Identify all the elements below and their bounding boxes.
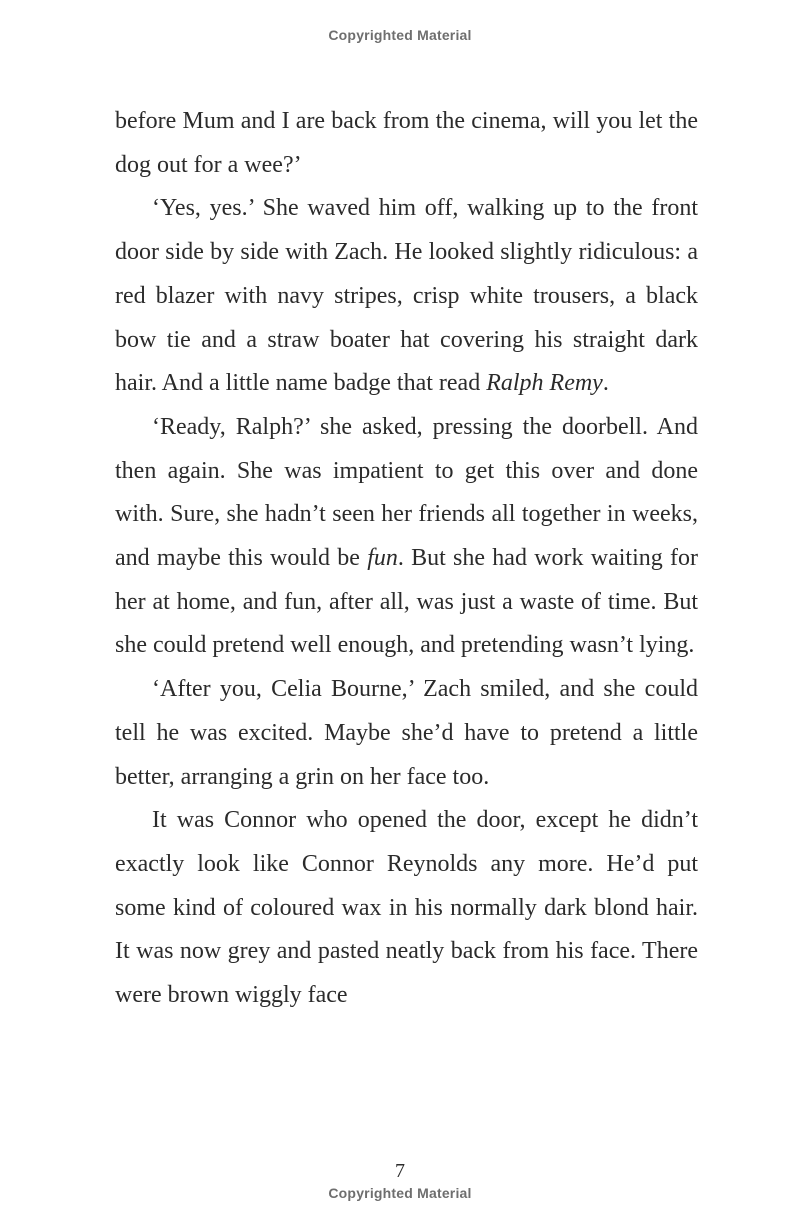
paragraph-5: It was Connor who opened the door, except he didn’t exactly look like Connor Reynolds any more. He’d put some kind of coloured wax in his normally dark blond hair. It was now grey and pasted neatly back from his face. There were brown wiggly face: [115, 807, 698, 1009]
copyright-watermark-top: Copyrighted Material: [328, 27, 472, 43]
copyright-watermark-bottom: Copyrighted Material: [328, 1185, 472, 1201]
paragraph-2: [115, 187, 698, 406]
paragraph-1: before Mum and I are back from the cinema, will you let the dog out for a wee?’: [115, 108, 698, 178]
body-text: [115, 100, 698, 1018]
paragraph-4: ‘After you, Celia Bourne,’ Zach smiled, and she could tell he was excited. Maybe she’d have to pretend a little better, arranging a grin on her face too.: [115, 676, 698, 790]
paragraph-2-text: ‘Yes, yes.’ She waved him off, walking up to the front door side by side with Zach. He looked slightly ridiculous: a red blazer with navy stripes, crisp white trousers, a black bow tie and a straw boater hat covering his straight dark hair. And a little name badge that read: [115, 195, 698, 397]
paragraph-2-end: .: [602, 370, 609, 397]
paragraph-3-end: . But she had work waiting for her at home, and fun, after all, was just a waste of time. But she could pretend well enough, and pretending wasn’t lying.: [115, 545, 698, 659]
paragraph-3-text: ‘Ready, Ralph?’ she asked, pressing the doorbell. And then again. She was impatient to get this over and done with. Sure, she hadn’t seen her friends all together in weeks, and maybe this would be: [115, 413, 698, 572]
page-number: 7: [395, 1160, 405, 1182]
name-badge-italic: Ralph Remy: [486, 370, 603, 397]
fun-italic: fun: [367, 545, 398, 572]
paragraph-3: [115, 406, 698, 668]
